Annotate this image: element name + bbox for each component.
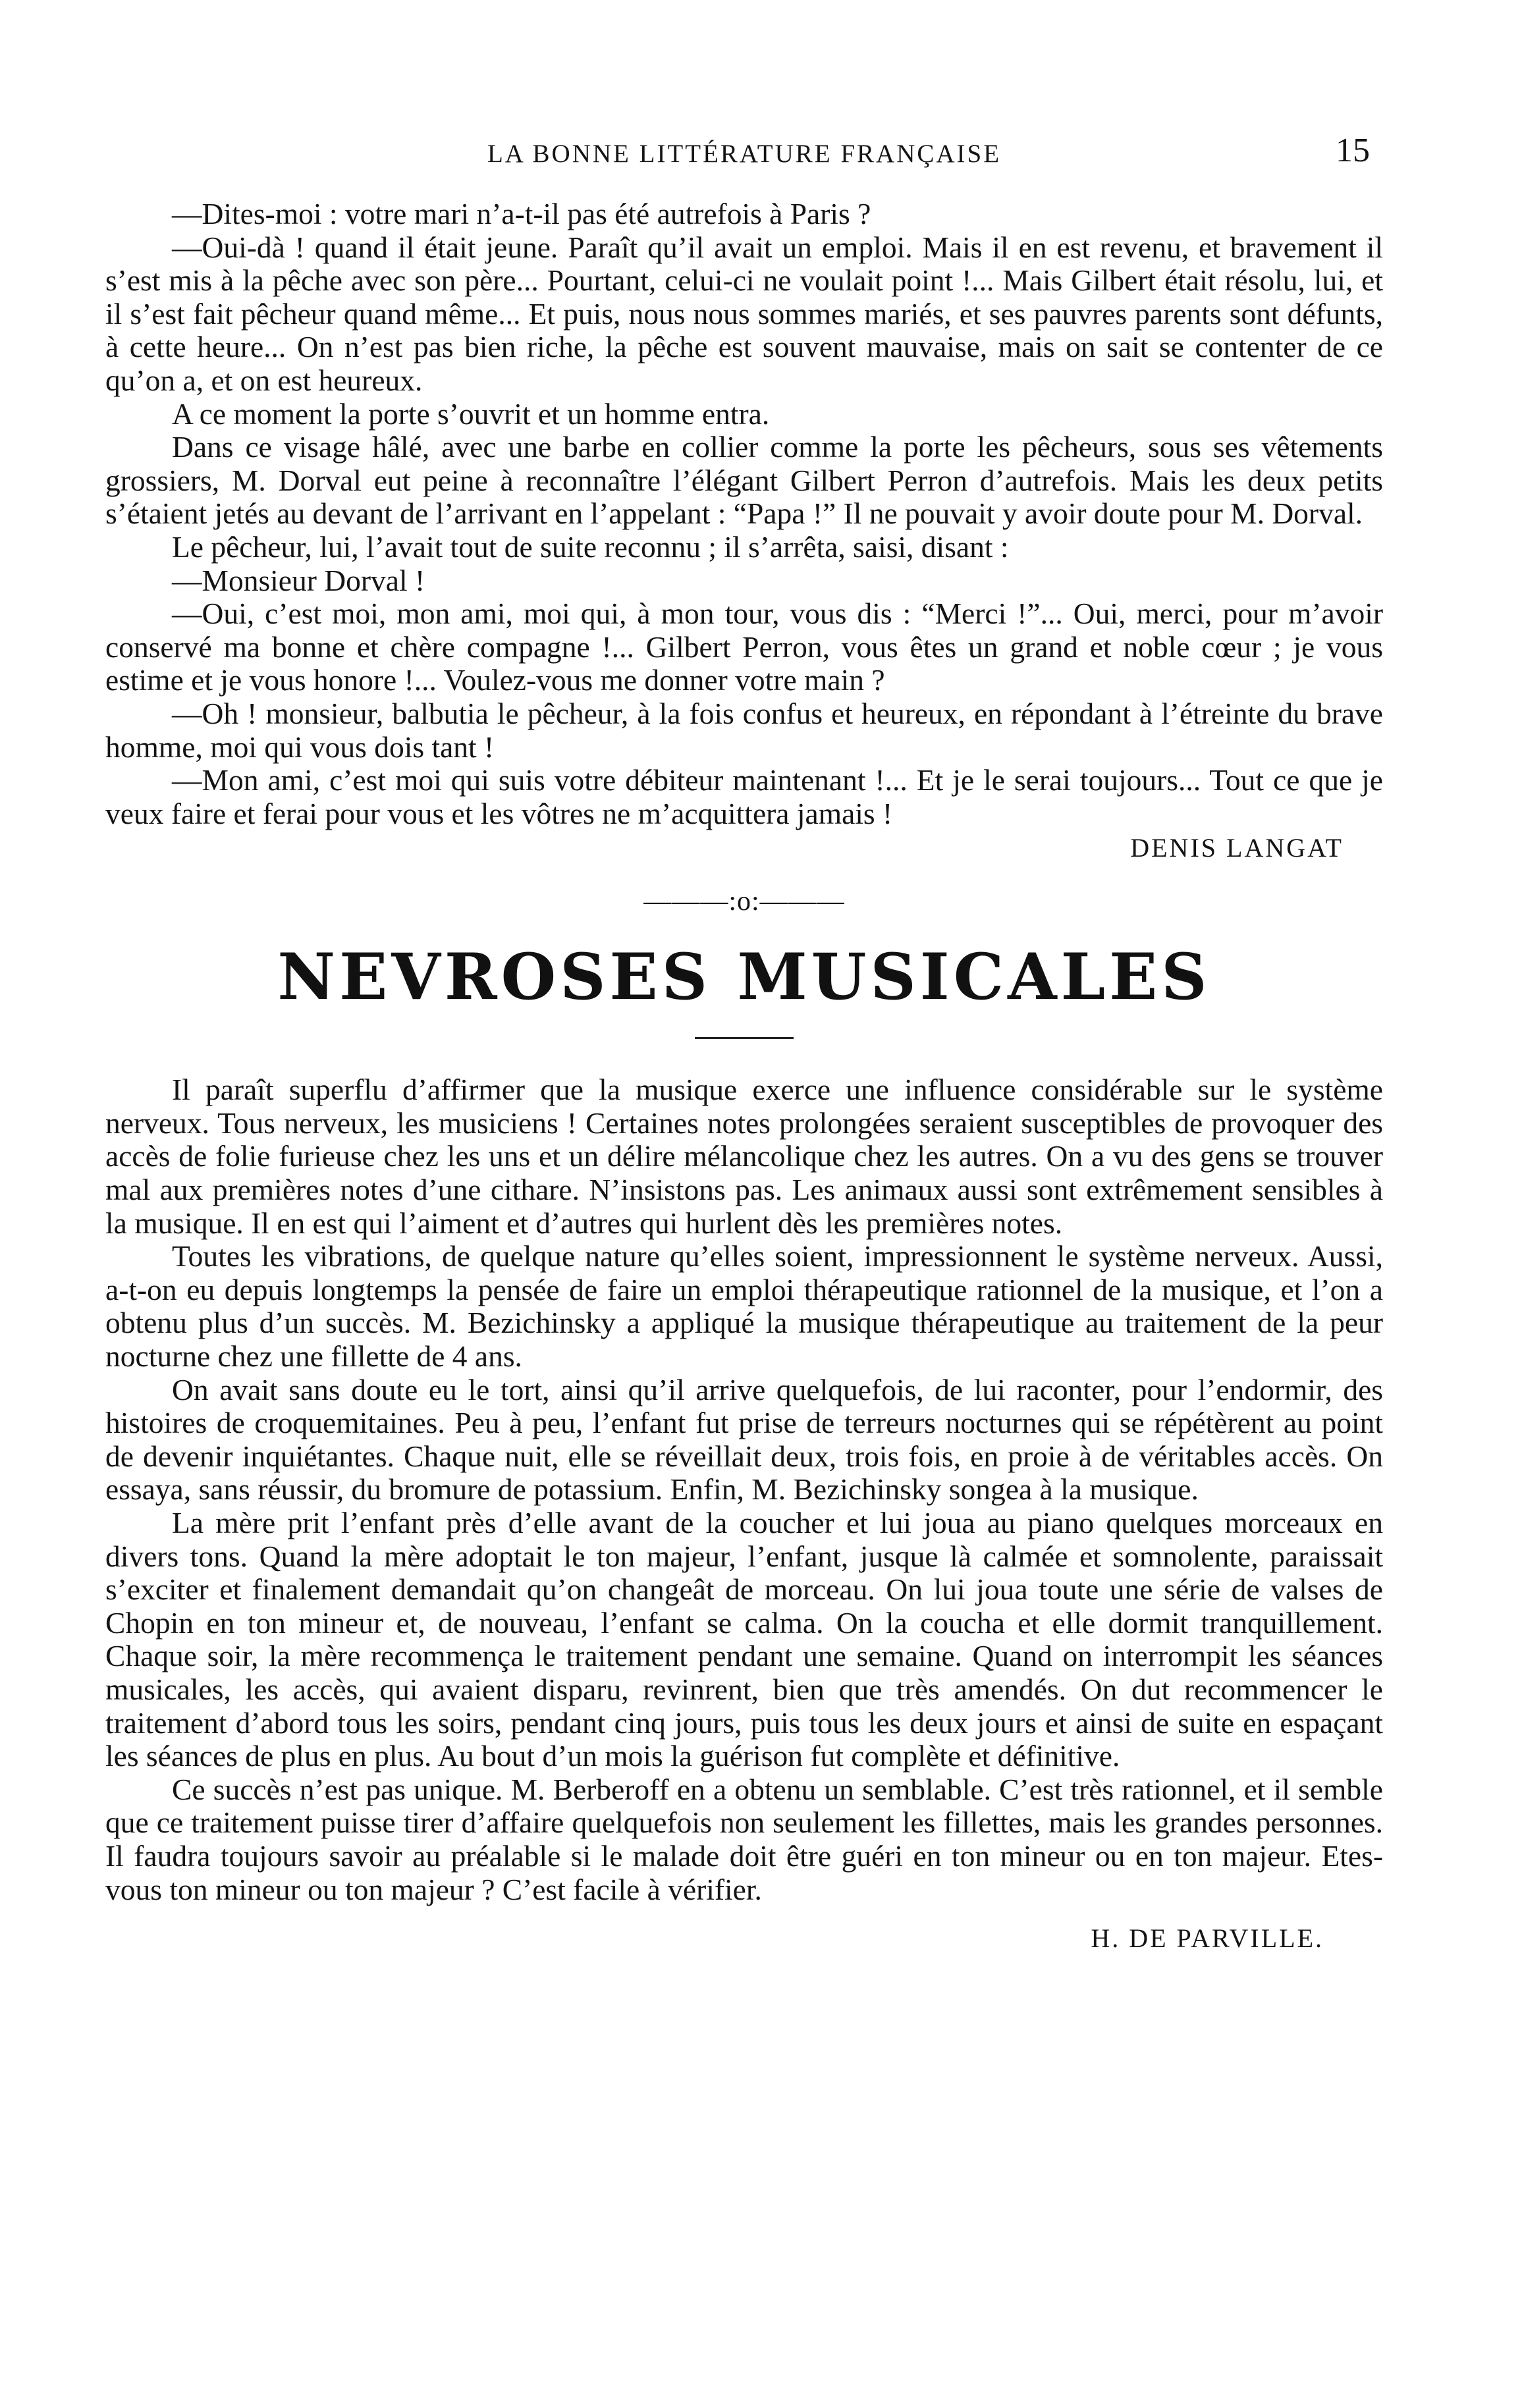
article-paragraph: On avait sans doute eu le tort, ainsi qu’il arrive quelquefois, de lui raconter, pour l’endormir, des histoires de croquemitaines. Peu à peu, l’enfant fut prise de terreurs nocturnes qui se répétèrent au point de devenir inquiétantes. Chaque nuit, elle se réveillait deux, trois fois, en proie à de véritables accès. On essaya, sans réussir, du bromure de potassium. Enfin, M. Bezichinsky songea à la musique. <box>105 1372 1383 1507</box>
story-continuation <box>105 198 1383 830</box>
article-body <box>105 1073 1383 1906</box>
story-paragraph: Le pêcheur, lui, l’avait tout de suite reconnu ; il s’arrêta, saisi, disant : <box>172 529 1009 564</box>
article-paragraph: Ce succès n’est pas unique. M. Berberoff en a obtenu un semblable. C’est très rationnel, et il semble que ce traitement puisse tirer d’affaire quelquefois non seulement les fillettes, mais les grandes personnes. Il faudra toujours savoir au préalable si le malade doit être guéri en ton mineur ou en ton majeur. Etes-vous ton mineur ou ton majeur ? C’est facile à vérifier. <box>105 1772 1383 1906</box>
section-divider: ———:o:——— <box>643 886 845 917</box>
article-author-signature: H. DE PARVILLE. <box>1091 1923 1324 1954</box>
title-underline-rule <box>695 1037 794 1039</box>
story-author-signature: DENIS LANGAT <box>1130 833 1344 863</box>
story-paragraph: —Oui-dà ! quand il était jeune. Paraît qu’il avait un emploi. Mais il en est revenu, et bravement il s’est mis à la pêche avec son père... Pourtant, celui-ci ne voulait point !... Mais Gilbert était résolu, lui, et il s’est fait pêcheur quand même... Et puis, nous nous sommes mariés, et ses pauvres parents sont défunts, à cette heure... On n’est pas bien riche, la pêche est souvent mauvaise, mais on sait se contenter de ce qu’on a, et on est heureux. <box>105 230 1383 397</box>
article-title: NEVROSES MUSICALES <box>277 940 1211 1015</box>
running-title: LA BONNE LITTÉRATURE FRANÇAISE <box>487 140 1002 168</box>
article-paragraph: La mère prit l’enfant près d’elle avant de la coucher et lui joua au piano quelques morceaux en divers tons. Quand la mère adoptait le ton majeur, l’enfant, jusque là calmée et somnolente, paraissait s’exciter et finalement demandait qu’on changeât de morceau. On lui joua toute une série de valses de Chopin en ton mineur et, de nouveau, l’enfant se calma. On la coucha et elle dormit tranquillement. Chaque soir, la mère recommença le traitement pendant une semaine. Quand on interrompit les séances musicales, les accès, qui avaient disparu, revinrent, bien que très amendés. On dut recommencer le traitement d’abord tous les soirs, pendant cinq jours, puis tous les deux jours et ainsi de suite en espaçant les séances de plus en plus. Au bout d’un mois la guérison fut complète et définitive. <box>105 1506 1383 1773</box>
page-number: 15 <box>1336 132 1370 169</box>
article-paragraph: Toutes les vibrations, de quelque nature qu’elles soient, impressionnent le système nerveux. Aussi, a-t-on eu depuis longtemps la pensée de faire un emploi thérapeutique rationnel de la musique, et l’on a obtenu plus d’un succès. M. Bezichinsky a appliqué la musique thérapeutique au traitement de la peur nocturne chez une fillette de 4 ans. <box>105 1239 1383 1374</box>
story-paragraph: —Monsieur Dorval ! <box>172 563 425 597</box>
story-paragraph: Dans ce visage hâlé, avec une barbe en collier comme la porte les pêcheurs, sous ses vêtements grossiers, M. Dorval eut peine à reconnaître l’élégant Gilbert Perron d’autrefois. Mais les deux petits s’étaient jetés au devant de l’arrivant en l’appelant : “Papa !” Il ne pouvait y avoir doute pour M. Dorval. <box>105 430 1383 531</box>
story-paragraph: —Mon ami, c’est moi qui suis votre débiteur maintenant !... Et je le serai toujours... Tout ce que je veux faire et ferai pour vous et les vôtres ne m’acquittera jamais ! <box>105 763 1383 830</box>
article-paragraph: Il paraît superflu d’affirmer que la musique exerce une influence considérable sur le système nerveux. Tous nerveux, les musiciens ! Certaines notes prolongées seraient susceptibles de provoquer des accès de folie furieuse chez les uns et un délire mélancolique chez les autres. On a vu des gens se trouver mal aux premières notes d’une cithare. N’insistons pas. Les animaux aussi sont extrêmement sensibles à la musique. Il en est qui l’aiment et d’autres qui hurlent dès les premières notes. <box>105 1073 1383 1240</box>
story-paragraph: —Oh ! monsieur, balbutia le pêcheur, à la fois confus et heureux, en répondant à l’étreinte du brave homme, moi qui vous dois tant ! <box>105 696 1383 764</box>
running-header <box>105 128 1383 168</box>
story-paragraph: —Oui, c’est moi, mon ami, moi qui, à mon tour, vous dis : “Merci !”... Oui, merci, pour m’avoir conservé ma bonne et chère compagne !... Gilbert Perron, vous êtes un grand et noble cœur ; je vous estime et je vous honore !... Voulez-vous me donner votre main ? <box>105 597 1383 697</box>
story-paragraph: A ce moment la porte s’ouvrit et un homme entra. <box>172 396 770 431</box>
story-paragraph: —Dites-moi : votre mari n’a-t-il pas été autrefois à Paris ? <box>172 197 871 230</box>
page <box>105 128 1383 1956</box>
